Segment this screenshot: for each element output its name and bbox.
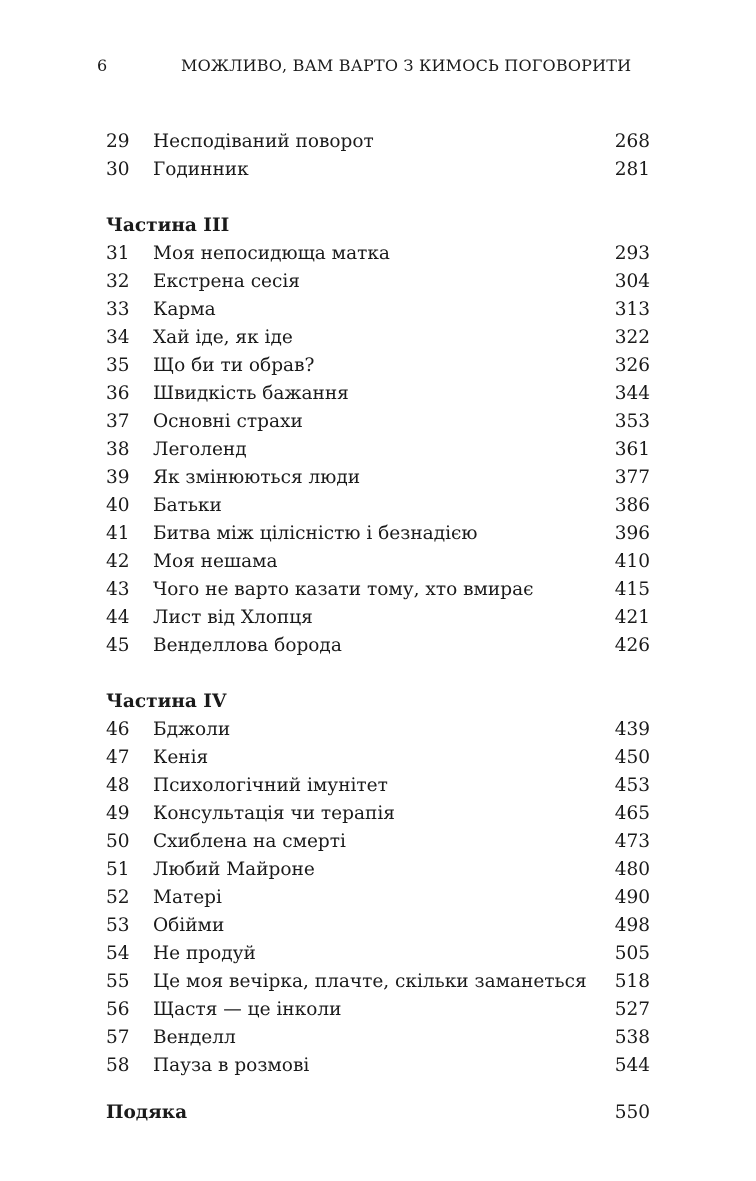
chapter-title: Годинник (153, 159, 249, 180)
part-heading-iv: Частина IV (106, 691, 227, 712)
chapter-title: Леголенд (153, 439, 247, 460)
chapter-title: Битва між цілісністю і безнадією (153, 523, 478, 544)
chapter-number: 52 (106, 887, 130, 908)
toc-row (106, 156, 650, 184)
chapter-number: 40 (106, 495, 130, 516)
toc-row (106, 548, 650, 576)
toc-row (106, 352, 650, 380)
chapter-title: Не продуй (153, 943, 256, 964)
chapter-number: 44 (106, 607, 130, 628)
toc-row (106, 464, 650, 492)
chapter-page: 304 (614, 271, 650, 292)
chapter-number: 50 (106, 831, 130, 852)
chapter-number: 35 (106, 355, 130, 376)
chapter-number: 34 (106, 327, 130, 348)
toc-top-section (106, 128, 650, 184)
chapter-title: Швидкість бажання (153, 383, 349, 404)
chapter-number: 30 (106, 159, 130, 180)
toc-row (106, 520, 650, 548)
toc-row (106, 492, 650, 520)
chapter-number: 55 (106, 971, 130, 992)
chapter-title: Бджоли (153, 719, 231, 740)
chapter-number: 47 (106, 747, 130, 768)
chapter-number: 56 (106, 999, 130, 1020)
chapter-title: Психологічний імунітет (153, 775, 388, 796)
chapter-title: Основні страхи (153, 411, 303, 432)
page-number: 6 (97, 56, 108, 75)
toc-row (106, 436, 650, 464)
toc-row-acknowledgments (106, 1099, 650, 1127)
running-header (97, 56, 657, 78)
chapter-page: 480 (614, 859, 650, 880)
chapter-number: 39 (106, 467, 130, 488)
chapter-page: 377 (614, 467, 650, 488)
toc-row (106, 408, 650, 436)
toc-row (106, 856, 650, 884)
chapter-number: 57 (106, 1027, 130, 1048)
toc-row (106, 604, 650, 632)
chapter-number: 48 (106, 775, 130, 796)
chapter-title: Екстрена сесія (153, 271, 300, 292)
chapter-number: 41 (106, 523, 130, 544)
chapter-page: 326 (614, 355, 650, 376)
table-of-contents (106, 128, 650, 1127)
chapter-page: 415 (614, 579, 650, 600)
chapter-number: 51 (106, 859, 130, 880)
chapter-title: Кенія (153, 747, 209, 768)
chapter-page: 453 (614, 775, 650, 796)
chapter-page: 344 (614, 383, 650, 404)
toc-row (106, 772, 650, 800)
toc-row (106, 1052, 650, 1080)
chapter-page: 518 (614, 971, 650, 992)
toc-row (106, 268, 650, 296)
chapter-page: 465 (614, 803, 650, 824)
chapter-page: 293 (614, 243, 650, 264)
chapter-page: 505 (614, 943, 650, 964)
chapter-title: Це моя вечірка, плачте, скільки заманеться (153, 971, 587, 992)
chapter-page: 313 (614, 299, 650, 320)
chapter-number: 31 (106, 243, 130, 264)
chapter-title: Що би ти обрав? (153, 355, 315, 376)
chapter-page: 538 (614, 1027, 650, 1048)
toc-row (106, 968, 650, 996)
chapter-number: 42 (106, 551, 130, 572)
chapter-page: 450 (614, 747, 650, 768)
toc-row (106, 324, 650, 352)
chapter-page: 490 (614, 887, 650, 908)
chapter-number: 36 (106, 383, 130, 404)
chapter-number: 43 (106, 579, 130, 600)
part-heading-iii: Частина III (106, 215, 230, 236)
chapter-title: Щастя — це інколи (153, 999, 342, 1020)
chapter-page: 527 (614, 999, 650, 1020)
chapter-page: 396 (614, 523, 650, 544)
toc-row (106, 632, 650, 660)
chapter-title: Моя нешама (153, 551, 278, 572)
chapter-title: Любий Майроне (153, 859, 315, 880)
part-iii-chapters (106, 240, 650, 660)
toc-row (106, 128, 650, 156)
toc-row (106, 576, 650, 604)
chapter-number: 32 (106, 271, 130, 292)
toc-row (106, 716, 650, 744)
chapter-page: 498 (614, 915, 650, 936)
book-title: МОЖЛИВО, ВАМ ВАРТО З КИМОСЬ ПОГОВОРИТИ (181, 56, 632, 75)
chapter-number: 29 (106, 131, 130, 152)
chapter-number: 38 (106, 439, 130, 460)
chapter-title: Моя непосидюща матка (153, 243, 390, 264)
chapter-number: 49 (106, 803, 130, 824)
chapter-title: Пауза в розмові (153, 1055, 310, 1076)
toc-row (106, 380, 650, 408)
chapter-title: Карма (153, 299, 216, 320)
toc-row (106, 240, 650, 268)
toc-row (106, 940, 650, 968)
chapter-title: Лист від Хлопця (153, 607, 313, 628)
chapter-title: Матері (153, 887, 222, 908)
chapter-page: 473 (614, 831, 650, 852)
chapter-page: 361 (614, 439, 650, 460)
toc-row (106, 996, 650, 1024)
toc-row (106, 744, 650, 772)
chapter-number: 45 (106, 635, 130, 656)
chapter-title: Венделлова борода (153, 635, 342, 656)
chapter-number: 53 (106, 915, 130, 936)
chapter-page: 426 (614, 635, 650, 656)
chapter-page: 281 (614, 159, 650, 180)
toc-row (106, 800, 650, 828)
chapter-number: 37 (106, 411, 130, 432)
chapter-title: Батьки (153, 495, 222, 516)
chapter-page: 386 (614, 495, 650, 516)
chapter-title: Обійми (153, 915, 225, 936)
acknowledgments-title: Подяка (106, 1102, 188, 1123)
chapter-page: 410 (614, 551, 650, 572)
chapter-number: 58 (106, 1055, 130, 1076)
chapter-page: 421 (614, 607, 650, 628)
acknowledgments-page: 550 (614, 1102, 650, 1123)
chapter-title: Чого не варто казати тому, хто вмирає (153, 579, 534, 600)
chapter-title: Венделл (153, 1027, 236, 1048)
chapter-number: 54 (106, 943, 130, 964)
chapter-number: 33 (106, 299, 130, 320)
chapter-page: 544 (614, 1055, 650, 1076)
chapter-page: 439 (614, 719, 650, 740)
chapter-number: 46 (106, 719, 130, 740)
toc-row (106, 884, 650, 912)
part-iv-chapters (106, 716, 650, 1080)
chapter-page: 322 (614, 327, 650, 348)
chapter-title: Хай іде, як іде (153, 327, 293, 348)
toc-row (106, 828, 650, 856)
chapter-page: 353 (614, 411, 650, 432)
toc-row (106, 1024, 650, 1052)
toc-row (106, 296, 650, 324)
chapter-page: 268 (614, 131, 650, 152)
toc-row (106, 912, 650, 940)
chapter-title: Несподіваний поворот (153, 131, 374, 152)
chapter-title: Консультація чи терапія (153, 803, 395, 824)
chapter-title: Схиблена на смерті (153, 831, 346, 852)
chapter-title: Як змінюються люди (153, 467, 361, 488)
